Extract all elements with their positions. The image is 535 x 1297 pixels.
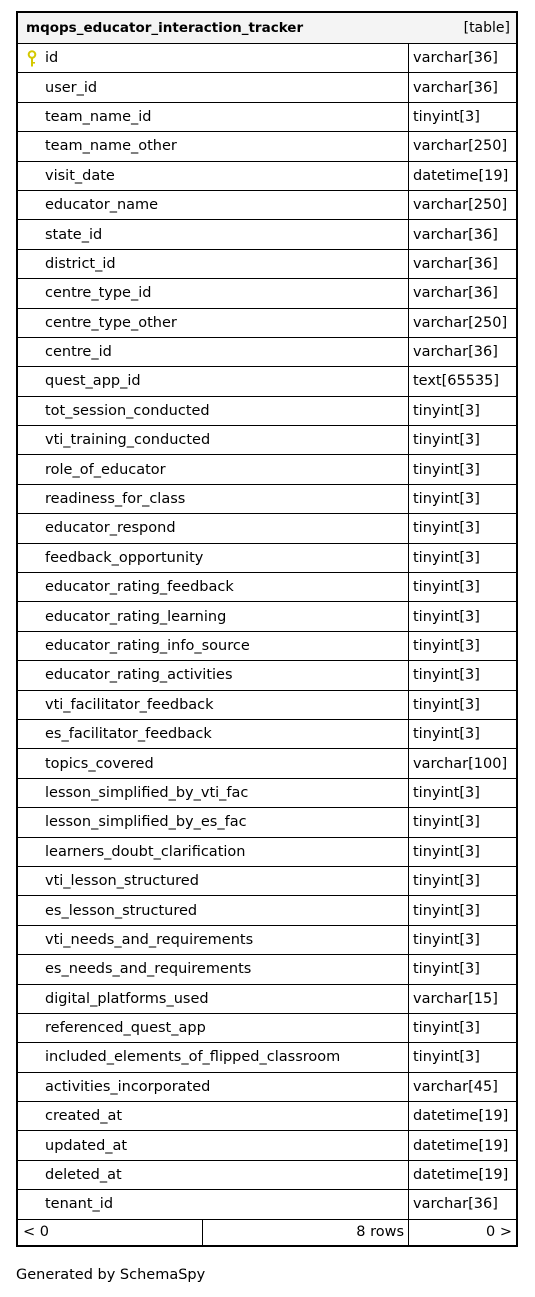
column-type: tinyint[3] xyxy=(413,638,480,654)
column-name-text: updated_at xyxy=(45,1137,128,1154)
column-type: varchar[36] xyxy=(413,226,498,243)
column-type: tinyint[3] xyxy=(413,961,480,978)
column-name-text: tenant_id xyxy=(45,1196,114,1213)
column-row xyxy=(18,544,516,573)
column-name-text: centre_id xyxy=(45,344,112,361)
column-name-text: team_name_other xyxy=(45,138,177,155)
column-name-text: digital_platforms_used xyxy=(45,990,209,1007)
column-row xyxy=(18,367,516,396)
column-row xyxy=(18,779,516,808)
column-name xyxy=(18,73,409,101)
column-name xyxy=(18,838,409,866)
column-row xyxy=(18,838,516,867)
column-row xyxy=(18,691,516,720)
column-name-text: es_needs_and_requirements xyxy=(45,961,252,978)
column-type: tinyint[3] xyxy=(413,1020,480,1037)
column-name xyxy=(18,162,409,190)
column-name xyxy=(18,44,409,72)
column-type: tinyint[3] xyxy=(413,696,480,713)
column-name xyxy=(18,955,409,983)
column-type: datetime[19] xyxy=(413,1167,509,1184)
column-row xyxy=(18,749,516,778)
column-row xyxy=(18,602,516,631)
column-name-text: educator_rating_learning xyxy=(45,608,227,625)
column-name xyxy=(18,1102,409,1130)
column-row xyxy=(18,661,516,690)
column-name-text: topics_covered xyxy=(45,755,154,772)
column-row xyxy=(18,514,516,543)
column-name xyxy=(18,544,409,572)
column-name-text: es_facilitator_feedback xyxy=(45,726,212,743)
column-row xyxy=(18,73,516,102)
column-type: tinyint[3] xyxy=(413,902,480,919)
column-type: datetime[19] xyxy=(413,167,509,184)
column-type: tinyint[3] xyxy=(413,549,480,566)
column-type: tinyint[3] xyxy=(413,843,480,860)
column-type: tinyint[3] xyxy=(413,461,480,478)
column-name xyxy=(18,749,409,777)
column-type: tinyint[3] xyxy=(413,491,480,508)
column-name-text: deleted_at xyxy=(45,1167,122,1184)
column-list xyxy=(18,44,516,1220)
column-row xyxy=(18,1102,516,1131)
column-type: tinyint[3] xyxy=(413,667,480,684)
column-name-text: lesson_simplified_by_es_fac xyxy=(45,814,247,831)
column-name-text: district_id xyxy=(45,255,116,272)
table-header xyxy=(18,13,516,44)
column-type: text[65535] xyxy=(413,373,500,390)
column-name-text: included_elements_of_flipped_classroom xyxy=(45,1049,341,1066)
column-row xyxy=(18,985,516,1014)
column-row xyxy=(18,426,516,455)
column-type: tinyint[3] xyxy=(413,108,480,125)
column-name-text: vti_training_conducted xyxy=(45,432,211,449)
column-type: tinyint[3] xyxy=(413,402,480,419)
column-row xyxy=(18,191,516,220)
column-name xyxy=(18,632,409,660)
column-type: varchar[250] xyxy=(413,197,508,214)
column-name xyxy=(18,426,409,454)
column-type: varchar[45] xyxy=(413,1078,498,1095)
column-name xyxy=(18,602,409,630)
key-icon xyxy=(27,50,37,68)
column-name-text: vti_facilitator_feedback xyxy=(45,696,214,713)
column-type: varchar[250] xyxy=(413,138,508,155)
column-type: tinyint[3] xyxy=(413,726,480,743)
column-name-text: feedback_opportunity xyxy=(45,549,204,566)
column-row xyxy=(18,1161,516,1190)
column-name xyxy=(18,808,409,836)
column-type: datetime[19] xyxy=(413,1137,509,1154)
column-row xyxy=(18,720,516,749)
column-type: varchar[36] xyxy=(413,1196,498,1213)
column-name xyxy=(18,573,409,601)
generator-credit: Generated by SchemaSpy xyxy=(16,1267,206,1283)
column-name-text: educator_rating_info_source xyxy=(45,638,250,654)
column-row xyxy=(18,1043,516,1072)
column-name xyxy=(18,1131,409,1159)
column-name xyxy=(18,338,409,366)
column-name xyxy=(18,514,409,542)
column-row xyxy=(18,632,516,661)
column-row xyxy=(18,44,516,73)
column-name xyxy=(18,1161,409,1189)
column-name-text: referenced_quest_app xyxy=(45,1020,206,1037)
column-type: tinyint[3] xyxy=(413,931,480,948)
column-row xyxy=(18,955,516,984)
column-name xyxy=(18,367,409,395)
column-type: tinyint[3] xyxy=(413,873,480,890)
column-name-text: tot_session_conducted xyxy=(45,402,210,419)
column-type: varchar[36] xyxy=(413,79,498,96)
column-row xyxy=(18,132,516,161)
column-name-text: created_at xyxy=(45,1108,123,1125)
column-name-text: role_of_educator xyxy=(45,461,166,478)
column-name xyxy=(18,103,409,131)
column-name xyxy=(18,896,409,924)
column-row xyxy=(18,896,516,925)
column-name-text: centre_type_id xyxy=(45,285,152,302)
column-row xyxy=(18,573,516,602)
column-name xyxy=(18,220,409,248)
column-name-text: vti_needs_and_requirements xyxy=(45,931,254,948)
column-name xyxy=(18,309,409,337)
column-name-text: vti_lesson_structured xyxy=(45,873,199,890)
column-name-text: educator_respond xyxy=(45,520,176,537)
column-name xyxy=(18,485,409,513)
column-name xyxy=(18,191,409,219)
column-name xyxy=(18,779,409,807)
column-name xyxy=(18,661,409,689)
table-entity xyxy=(16,11,518,1247)
column-type: varchar[15] xyxy=(413,990,498,1007)
column-name xyxy=(18,455,409,483)
column-type: tinyint[3] xyxy=(413,520,480,537)
column-row xyxy=(18,1014,516,1043)
column-name-text: learners_doubt_clarification xyxy=(45,843,246,860)
column-type: tinyint[3] xyxy=(413,608,480,625)
column-row xyxy=(18,455,516,484)
column-type: varchar[36] xyxy=(413,255,498,272)
column-name-text: centre_type_other xyxy=(45,314,177,331)
column-name xyxy=(18,1190,409,1218)
children-count: 0 > xyxy=(486,1224,512,1241)
row-count: 8 rows xyxy=(203,1220,409,1245)
column-row xyxy=(18,485,516,514)
column-name-text: activities_incorporated xyxy=(45,1078,211,1095)
column-name-text: team_name_id xyxy=(45,108,152,125)
column-row xyxy=(18,309,516,338)
column-name-text: user_id xyxy=(45,79,98,96)
parents-count: < 0 xyxy=(18,1220,203,1245)
column-name xyxy=(18,132,409,160)
column-type: tinyint[3] xyxy=(413,432,480,449)
column-name xyxy=(18,279,409,307)
column-name-text: educator_rating_feedback xyxy=(45,579,234,596)
column-type: tinyint[3] xyxy=(413,579,480,596)
column-name xyxy=(18,691,409,719)
table-type-label: [table] xyxy=(463,20,510,36)
column-name-text: es_lesson_structured xyxy=(45,902,198,919)
column-name xyxy=(18,867,409,895)
table-name: mqops_educator_interaction_tracker xyxy=(26,20,304,36)
column-name-text: id xyxy=(45,50,59,67)
column-type: tinyint[3] xyxy=(413,1049,480,1066)
column-name-text: readiness_for_class xyxy=(45,491,186,508)
column-type: tinyint[3] xyxy=(413,784,480,801)
column-row xyxy=(18,220,516,249)
column-name-text: lesson_simplified_by_vti_fac xyxy=(45,784,249,801)
column-type: tinyint[3] xyxy=(413,814,480,831)
column-row xyxy=(18,250,516,279)
column-name-text: state_id xyxy=(45,226,103,243)
column-type: varchar[250] xyxy=(413,314,508,331)
column-type: varchar[100] xyxy=(413,755,508,772)
column-type: varchar[36] xyxy=(413,344,498,361)
column-name-text: educator_rating_activities xyxy=(45,667,233,684)
column-row xyxy=(18,808,516,837)
column-row xyxy=(18,926,516,955)
column-name xyxy=(18,1014,409,1042)
column-name xyxy=(18,985,409,1013)
column-row xyxy=(18,1131,516,1160)
column-row xyxy=(18,1073,516,1102)
column-name xyxy=(18,926,409,954)
column-type: datetime[19] xyxy=(413,1108,509,1125)
table-footer xyxy=(18,1220,516,1245)
column-name xyxy=(18,1043,409,1071)
column-row xyxy=(18,162,516,191)
column-name xyxy=(18,397,409,425)
column-row xyxy=(18,338,516,367)
column-name-text: quest_app_id xyxy=(45,373,141,390)
column-row xyxy=(18,103,516,132)
column-name xyxy=(18,250,409,278)
column-name-text: educator_name xyxy=(45,197,159,214)
column-name xyxy=(18,720,409,748)
column-name-text: visit_date xyxy=(45,167,115,184)
column-type: varchar[36] xyxy=(413,50,498,67)
column-row xyxy=(18,397,516,426)
column-row xyxy=(18,867,516,896)
column-row xyxy=(18,279,516,308)
column-type: varchar[36] xyxy=(413,285,498,302)
column-name xyxy=(18,1073,409,1101)
column-row xyxy=(18,1190,516,1219)
